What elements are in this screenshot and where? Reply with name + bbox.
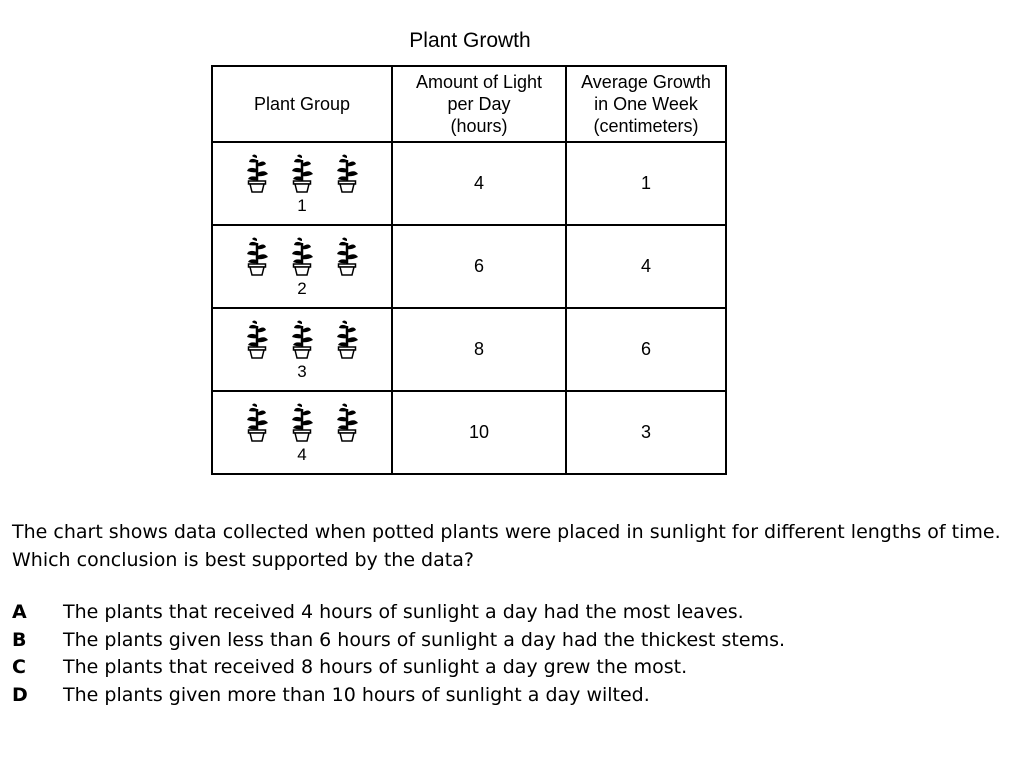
growth-cm-cell: 6 <box>566 308 726 391</box>
choice-text: The plants given less than 6 hours of sunlight a day had the thickest stems. <box>63 628 786 651</box>
choice-text: The plants that received 4 hours of sunlight a day had the most leaves. <box>63 601 744 623</box>
growth-cm-cell: 3 <box>566 391 726 474</box>
group-number: 3 <box>297 361 307 381</box>
choice-c[interactable] <box>12 654 785 682</box>
table-header-row <box>212 66 726 142</box>
potted-plant-icon <box>290 403 315 443</box>
table-row <box>212 308 726 391</box>
table-row <box>212 142 726 225</box>
header-plant-group: Plant Group <box>212 66 392 142</box>
potted-plant-icon <box>335 403 360 443</box>
group-number: 4 <box>297 444 307 464</box>
light-hours-cell: 10 <box>392 391 566 474</box>
growth-cm-cell: 4 <box>566 225 726 308</box>
potted-plant-icon <box>335 154 360 194</box>
plant-icons <box>213 237 391 277</box>
choice-letter: D <box>12 683 28 706</box>
potted-plant-icon <box>245 320 270 360</box>
potted-plant-icon <box>290 320 315 360</box>
choice-d[interactable] <box>12 682 785 710</box>
plant-icons <box>213 403 391 443</box>
choice-b[interactable] <box>12 627 785 655</box>
choice-letter: B <box>12 628 27 651</box>
question-text: The chart shows data collected when potted plants were placed in sunlight for different lengths of time. Which conclusion is best supported by the data? <box>12 521 1001 571</box>
plant-growth-table <box>211 65 727 475</box>
table-title: Plant Growth <box>409 29 531 52</box>
choice-letter: C <box>12 656 26 678</box>
light-hours-cell: 4 <box>392 142 566 225</box>
answer-choices <box>12 599 785 709</box>
growth-cm-cell: 1 <box>566 142 726 225</box>
choice-letter: A <box>12 601 27 623</box>
potted-plant-icon <box>335 237 360 277</box>
plant-group-cell <box>212 225 392 308</box>
plant-group-cell <box>212 391 392 474</box>
choice-a[interactable] <box>12 599 785 627</box>
header-light-per-day: Amount of Light per Day (hours) <box>392 66 566 142</box>
table-row <box>212 225 726 308</box>
potted-plant-icon <box>245 154 270 194</box>
choice-text: The plants that received 8 hours of sunlight a day grew the most. <box>63 656 688 678</box>
header-average-growth: Average Growth in One Week (centimeters) <box>566 66 726 142</box>
choice-text: The plants given more than 10 hours of sunlight a day wilted. <box>63 683 650 706</box>
light-hours-cell: 8 <box>392 308 566 391</box>
potted-plant-icon <box>290 154 315 194</box>
light-hours-cell: 6 <box>392 225 566 308</box>
potted-plant-icon <box>290 237 315 277</box>
potted-plant-icon <box>245 237 270 277</box>
table-row <box>212 391 726 474</box>
potted-plant-icon <box>335 320 360 360</box>
potted-plant-icon <box>245 403 270 443</box>
plant-group-cell <box>212 308 392 391</box>
plant-group-cell <box>212 142 392 225</box>
group-number: 1 <box>297 195 307 215</box>
plant-icons <box>213 320 391 360</box>
plant-icons <box>213 154 391 194</box>
group-number: 2 <box>297 278 307 298</box>
